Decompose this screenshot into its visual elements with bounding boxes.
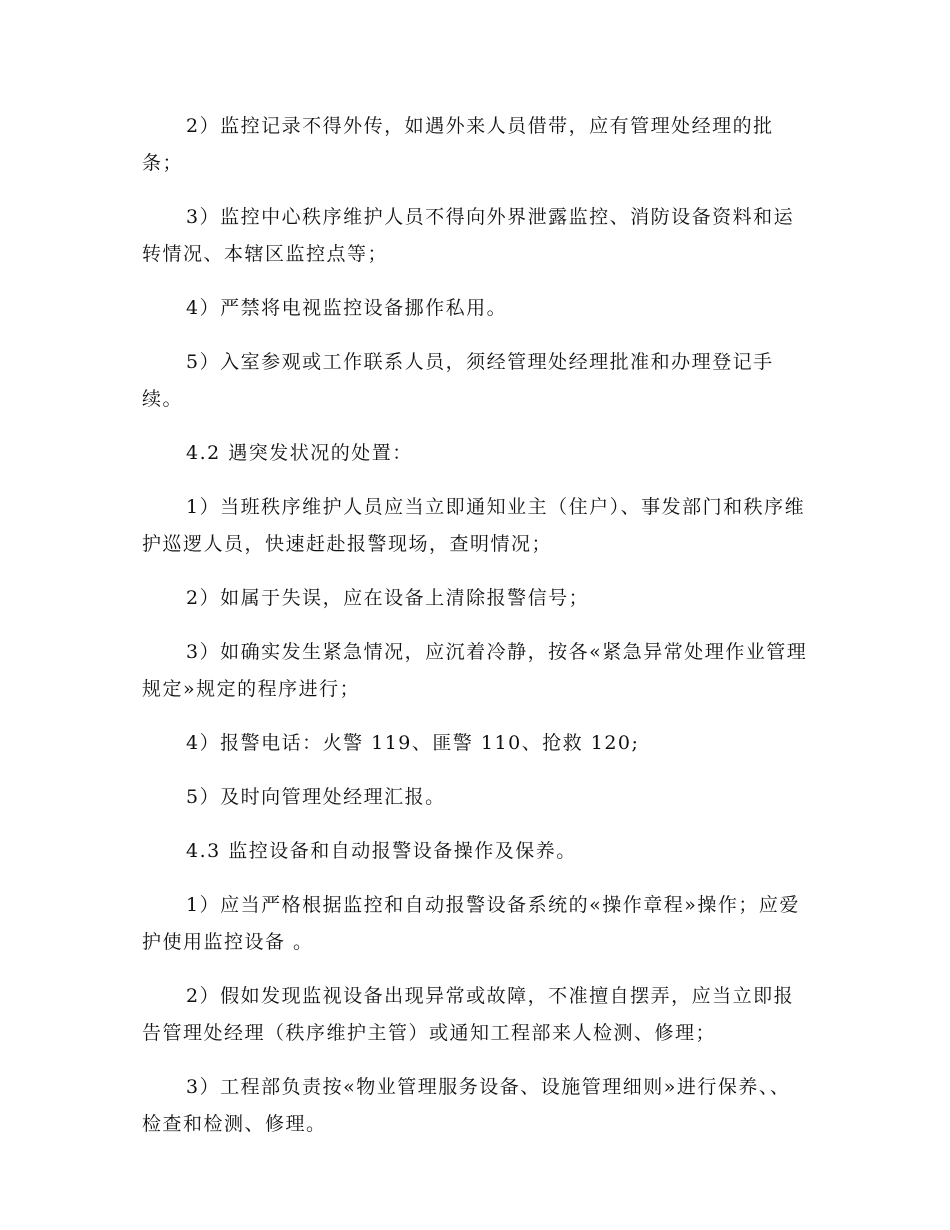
paragraph-emergency-numbers: 4）报警电话：火警 119、匪警 110、抢救 120; xyxy=(186,732,640,754)
paragraph-notify-parties: 1）当班秩序维护人员应当立即通知业主（住户）、事发部门和秩序维护巡逻人员，快速赶赴报警现场，查明情况； xyxy=(142,496,806,555)
paragraph-no-private-use: 4）严禁将电视监控设备挪作私用。 xyxy=(186,297,508,319)
document-page xyxy=(142,108,810,1143)
section-heading-4-3: 4.3 监控设备和自动报警设备操作及保养。 xyxy=(186,840,577,862)
paragraph-visitor-registration: 5）入室参观或工作联系人员，须经管理处经理批准和办理登记手续。 xyxy=(142,351,774,410)
paragraph-emergency-procedure: 3）如确实发生紧急情况，应沉着冷静，按各«紧急异常处理作业管理规定»规定的程序进行； xyxy=(142,641,808,700)
paragraph-maintenance: 3）工程部负责按«物业管理服务设备、设施管理细则»进行保养、、检查和检测、修理。 xyxy=(142,1076,791,1135)
paragraph-no-disclosure: 3）监控中心秩序维护人员不得向外界泄露监控、消防设备资料和运转情况、本辖区监控点等； xyxy=(142,206,795,265)
paragraph-clear-false-alarm: 2）如属于失误，应在设备上清除报警信号； xyxy=(186,587,590,609)
paragraph-monitor-records: 2）监控记录不得外传，如遇外来人员借带，应有管理处经理的批条； xyxy=(142,115,774,174)
paragraph-fault-reporting: 2）假如发现监视设备出现异常或故障，不准擅自摆弄，应当立即报告管理处经理（秩序维护主管）或通知工程部来人检测、修理； xyxy=(142,985,795,1044)
section-heading-4-2: 4.2 遇突发状况的处置： xyxy=(186,442,413,464)
paragraph-operation-rules: 1）应当严格根据监控和自动报警设备系统的«操作章程»操作；应爱护使用监控设备 。 xyxy=(142,894,800,953)
paragraph-report-manager: 5）及时向管理处经理汇报。 xyxy=(186,786,446,808)
